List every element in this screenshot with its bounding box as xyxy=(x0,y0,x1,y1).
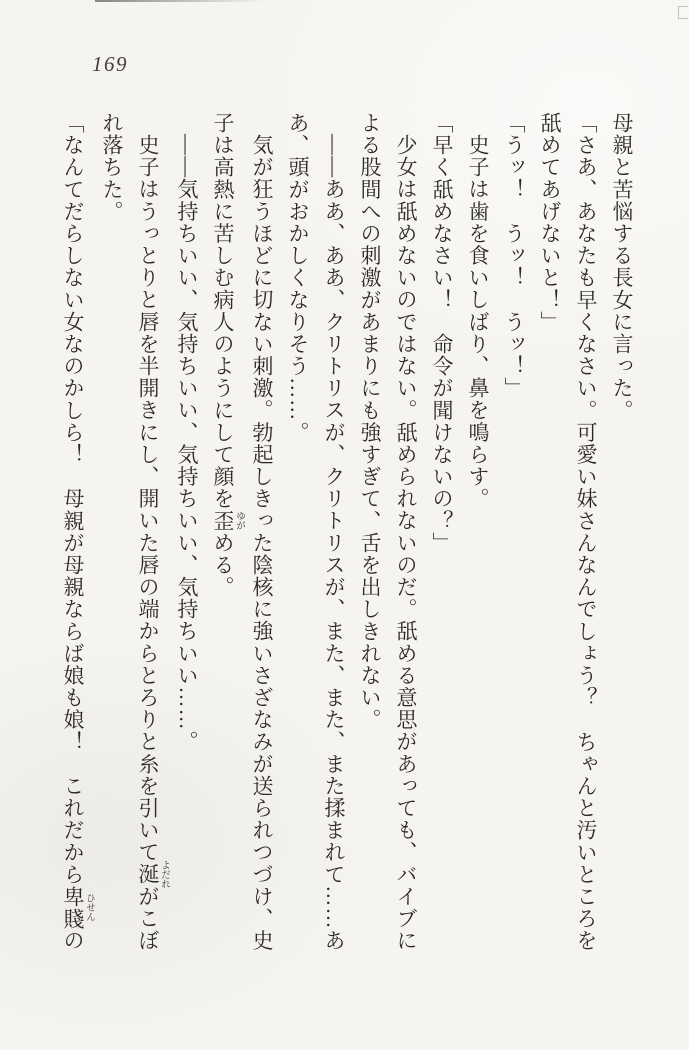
text-line: あ、頭がおかしくなりそう……。 xyxy=(286,112,310,444)
text-line: 史子はうっとりと唇を半開きにし、開いた唇の端からとろりと糸を引いて涎 よだれがこぼ xyxy=(136,134,169,952)
text-line: れ落ちた。 xyxy=(100,112,124,223)
furigana-ruby: 卑賤 ひせん xyxy=(61,885,94,930)
text-line: ――ああ、ああ、クリトリスが、クリトリスが、また、また、また揉まれて……あ xyxy=(322,134,346,952)
text-line: 少女は舐めないのではない。舐められないのだ。舐める意思があっても、バイブに xyxy=(394,134,418,952)
scan-artifact-corner xyxy=(678,6,688,19)
furigana-ruby: 涎 よだれ xyxy=(136,860,169,889)
text-line: 舐めてあげないと！」 xyxy=(538,112,562,333)
text-line: 母親と苦悩する長女に言った。 xyxy=(610,112,634,422)
text-line: ――気持ちいい、気持ちいい、気持ちいい、気持ちいい……。 xyxy=(175,134,199,753)
text-line: 「なんてだらしない女なのかしら！ 母親が母親ならば娘も娘！ これだから卑賤 ひせんの xyxy=(61,112,94,952)
page-number: 169 xyxy=(92,52,128,76)
text-line: よる股間への刺激があまりにも強すぎて、舌を出しきれない。 xyxy=(358,112,382,731)
text-columns xyxy=(63,112,640,956)
text-line: 気が狂うほどに切ない刺激。勃起しきった陰核に強いさざなみが送られつづけ、史 xyxy=(250,134,274,952)
scan-artifact-top-edge xyxy=(95,0,265,2)
text-line: 子は高熱に苦しむ病人のようにして顔を歪 ゆがめる。 xyxy=(211,112,244,599)
text-line: 史子は歯を食いしばり、鼻を鳴らす。 xyxy=(466,134,490,510)
text-line: 「早く舐めなさい！ 命令が聞けないの？」 xyxy=(430,112,454,554)
text-line: 「さあ、あなたも早くなさい。可愛い妹さんなんでしょう？ ちゃんと汚いところを xyxy=(574,112,598,952)
text-line: 「うッ！ うッ！ うッ！」 xyxy=(502,112,526,400)
furigana-ruby: 歪 ゆが xyxy=(211,509,244,532)
